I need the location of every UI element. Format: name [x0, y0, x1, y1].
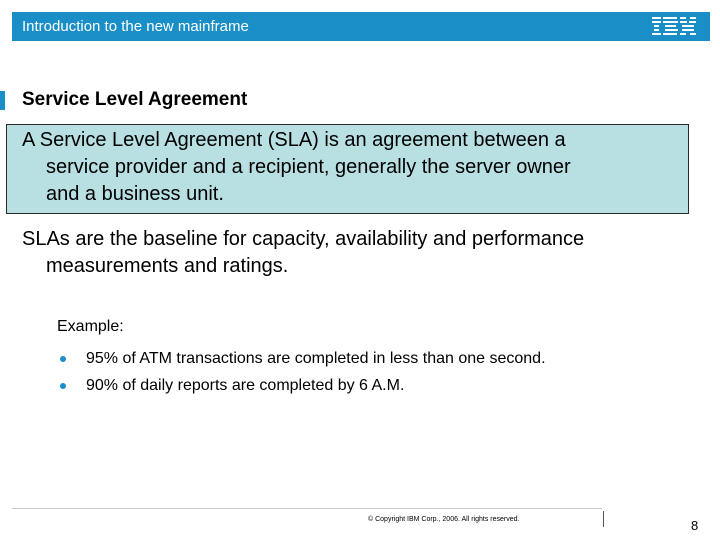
list-item: [60, 345, 546, 372]
bullet-dot-icon: [60, 383, 66, 389]
footer-separator: [603, 511, 604, 527]
slide-title: Service Level Agreement: [22, 89, 248, 110]
paragraph-line: measurements and ratings.: [46, 255, 289, 277]
title-marker: [0, 91, 5, 110]
header-title: Introduction to the new mainframe: [22, 18, 249, 35]
sla-definition-paragraph: [22, 127, 692, 208]
copyright-notice: © Copyright IBM Corp., 2006. All rights reserved.: [368, 516, 520, 523]
example-label: Example:: [57, 318, 124, 335]
paragraph-line: A Service Level Agreement (SLA) is an agreement between a: [22, 129, 566, 151]
header-bar: [12, 12, 710, 41]
page-number: 8: [691, 518, 699, 533]
bullet-text: 95% of ATM transactions are completed in less than one second.: [86, 350, 546, 367]
bullet-dot-icon: [60, 356, 66, 362]
list-item: [60, 372, 546, 399]
example-bullet-list: [60, 345, 546, 399]
sla-baseline-paragraph: [22, 226, 712, 280]
ibm-logo: [652, 16, 698, 38]
footer-divider: [12, 508, 602, 509]
paragraph-line: SLAs are the baseline for capacity, availability and performance: [22, 228, 585, 250]
paragraph-line: and a business unit.: [46, 183, 224, 205]
bullet-text: 90% of daily reports are completed by 6 A.M.: [86, 377, 405, 394]
paragraph-line: service provider and a recipient, generally the server owner: [46, 156, 571, 178]
